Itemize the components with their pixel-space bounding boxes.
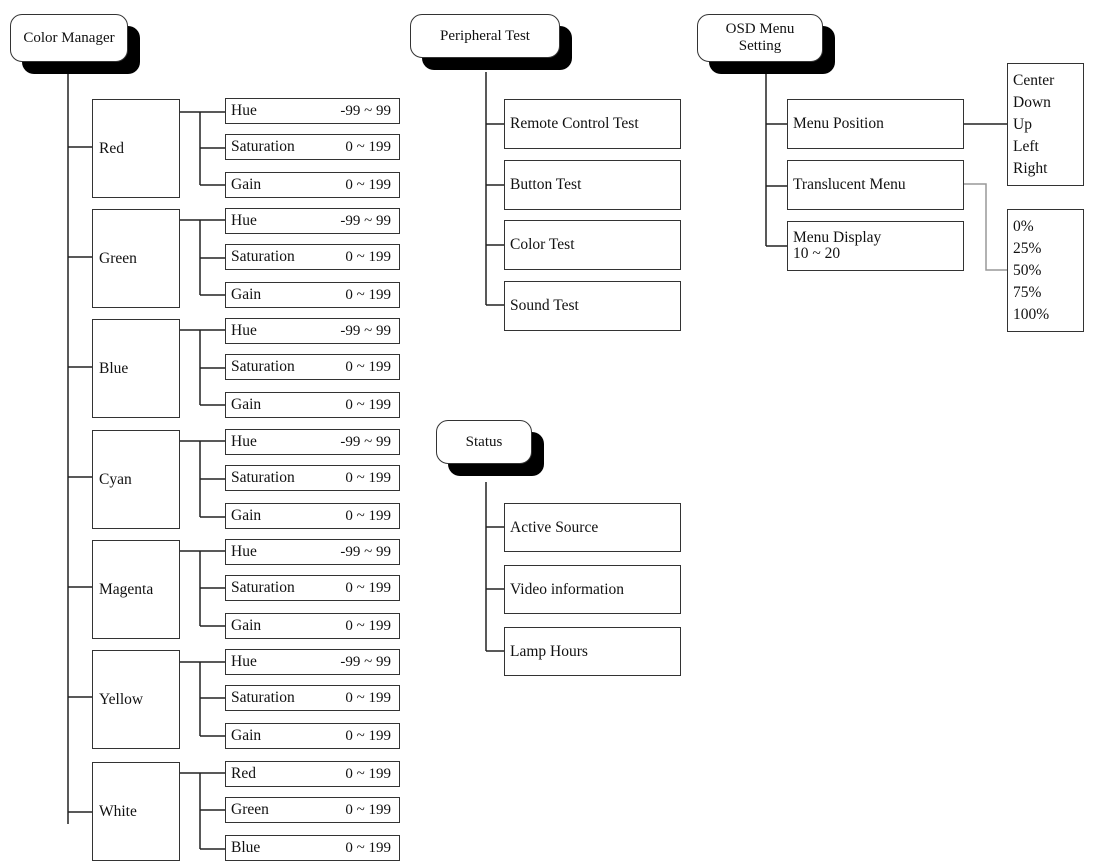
red-hue-item[interactable] <box>225 98 400 124</box>
white-green-item[interactable] <box>225 797 400 823</box>
peripheral-test-header <box>410 14 560 58</box>
lamp-hours-item[interactable]: Lamp Hours <box>504 627 681 676</box>
category-red[interactable]: Red <box>92 99 180 198</box>
item-range: -99 ~ 99 <box>340 212 391 229</box>
option-75-percent[interactable]: 75% <box>1013 283 1042 301</box>
category-yellow[interactable]: Yellow <box>92 650 180 749</box>
item-label: Hue <box>231 433 257 450</box>
color-test-item[interactable]: Color Test <box>504 220 681 270</box>
item-label: Hue <box>231 102 257 119</box>
item-label: Saturation <box>231 689 295 706</box>
yellow-gain-item[interactable] <box>225 723 400 749</box>
osd-menu-title-line2: Setting <box>738 38 782 54</box>
item-range: 0 ~ 199 <box>345 727 391 744</box>
osd-menu-title-line1: OSD Menu <box>725 21 795 37</box>
status-header <box>436 420 532 464</box>
item-range: -99 ~ 99 <box>340 322 391 339</box>
magenta-saturation-item[interactable] <box>225 575 400 601</box>
video-information-item[interactable]: Video information <box>504 565 681 614</box>
red-gain-item[interactable] <box>225 172 400 198</box>
item-range: 0 ~ 199 <box>345 765 391 782</box>
osd-menu-header <box>697 14 823 62</box>
sound-test-item[interactable]: Sound Test <box>504 281 681 331</box>
item-label: Gain <box>231 396 262 413</box>
category-white[interactable]: White <box>92 762 180 861</box>
item-label: Blue <box>231 839 261 856</box>
item-label: Hue <box>231 212 257 229</box>
menu-display-item[interactable] <box>787 221 964 271</box>
item-range: 0 ~ 199 <box>345 579 391 596</box>
magenta-gain-item[interactable] <box>225 613 400 639</box>
category-magenta[interactable]: Magenta <box>92 540 180 639</box>
item-label: Saturation <box>231 138 295 155</box>
option-right[interactable]: Right <box>1013 159 1048 177</box>
option-100-percent[interactable]: 100% <box>1013 305 1050 323</box>
item-range: -99 ~ 99 <box>340 653 391 670</box>
menu-position-item[interactable]: Menu Position <box>787 99 964 149</box>
item-label: Saturation <box>231 358 295 375</box>
item-label: Hue <box>231 322 257 339</box>
remote-control-test-item[interactable]: Remote Control Test <box>504 99 681 149</box>
item-range: 0 ~ 199 <box>345 248 391 265</box>
green-gain-item[interactable] <box>225 282 400 308</box>
item-range: -99 ~ 99 <box>340 433 391 450</box>
cyan-hue-item[interactable] <box>225 429 400 455</box>
item-range: 0 ~ 199 <box>345 286 391 303</box>
item-range: 0 ~ 199 <box>345 839 391 856</box>
item-label: Saturation <box>231 579 295 596</box>
option-left[interactable]: Left <box>1013 137 1039 155</box>
blue-hue-item[interactable] <box>225 318 400 344</box>
category-green[interactable]: Green <box>92 209 180 308</box>
item-range: -99 ~ 99 <box>340 102 391 119</box>
option-up[interactable]: Up <box>1013 115 1032 133</box>
item-range: 0 ~ 199 <box>345 358 391 375</box>
yellow-saturation-item[interactable] <box>225 685 400 711</box>
white-red-item[interactable] <box>225 761 400 787</box>
item-range: -99 ~ 99 <box>340 543 391 560</box>
item-range: 0 ~ 199 <box>345 801 391 818</box>
menu-display-range: 10 ~ 20 <box>793 245 841 262</box>
item-label: Gain <box>231 727 262 744</box>
menu-position-options <box>1007 63 1084 186</box>
option-25-percent[interactable]: 25% <box>1013 239 1042 257</box>
white-blue-item[interactable] <box>225 835 400 861</box>
option-0-percent[interactable]: 0% <box>1013 217 1034 235</box>
item-label: Hue <box>231 543 257 560</box>
status-title: Status <box>436 420 532 464</box>
option-center[interactable]: Center <box>1013 71 1055 89</box>
item-label: Saturation <box>231 469 295 486</box>
item-range: 0 ~ 199 <box>345 617 391 634</box>
option-50-percent[interactable]: 50% <box>1013 261 1042 279</box>
item-label: Gain <box>231 176 262 193</box>
item-range: 0 ~ 199 <box>345 176 391 193</box>
item-label: Red <box>231 765 256 782</box>
red-saturation-item[interactable] <box>225 134 400 160</box>
category-cyan[interactable]: Cyan <box>92 430 180 529</box>
menu-display-label: Menu Display <box>793 229 882 246</box>
osd-menu-title <box>697 14 823 62</box>
item-range: 0 ~ 199 <box>345 138 391 155</box>
blue-saturation-item[interactable] <box>225 354 400 380</box>
active-source-item[interactable]: Active Source <box>504 503 681 552</box>
yellow-hue-item[interactable] <box>225 649 400 675</box>
color-manager-header <box>10 14 128 62</box>
item-range: 0 ~ 199 <box>345 689 391 706</box>
item-label: Green <box>231 801 269 818</box>
item-label: Gain <box>231 286 262 303</box>
cyan-gain-item[interactable] <box>225 503 400 529</box>
item-label: Hue <box>231 653 257 670</box>
color-manager-title: Color Manager <box>10 14 128 62</box>
magenta-hue-item[interactable] <box>225 539 400 565</box>
option-down[interactable]: Down <box>1013 93 1051 111</box>
green-saturation-item[interactable] <box>225 244 400 270</box>
blue-gain-item[interactable] <box>225 392 400 418</box>
peripheral-test-title: Peripheral Test <box>410 14 560 58</box>
cyan-saturation-item[interactable] <box>225 465 400 491</box>
item-range: 0 ~ 199 <box>345 396 391 413</box>
item-label: Gain <box>231 617 262 634</box>
item-label: Saturation <box>231 248 295 265</box>
button-test-item[interactable]: Button Test <box>504 160 681 210</box>
item-range: 0 ~ 199 <box>345 507 391 524</box>
translucent-menu-item[interactable]: Translucent Menu <box>787 160 964 210</box>
green-hue-item[interactable] <box>225 208 400 234</box>
item-label: Gain <box>231 507 262 524</box>
translucent-menu-options <box>1007 209 1084 332</box>
item-range: 0 ~ 199 <box>345 469 391 486</box>
category-blue[interactable]: Blue <box>92 319 180 418</box>
